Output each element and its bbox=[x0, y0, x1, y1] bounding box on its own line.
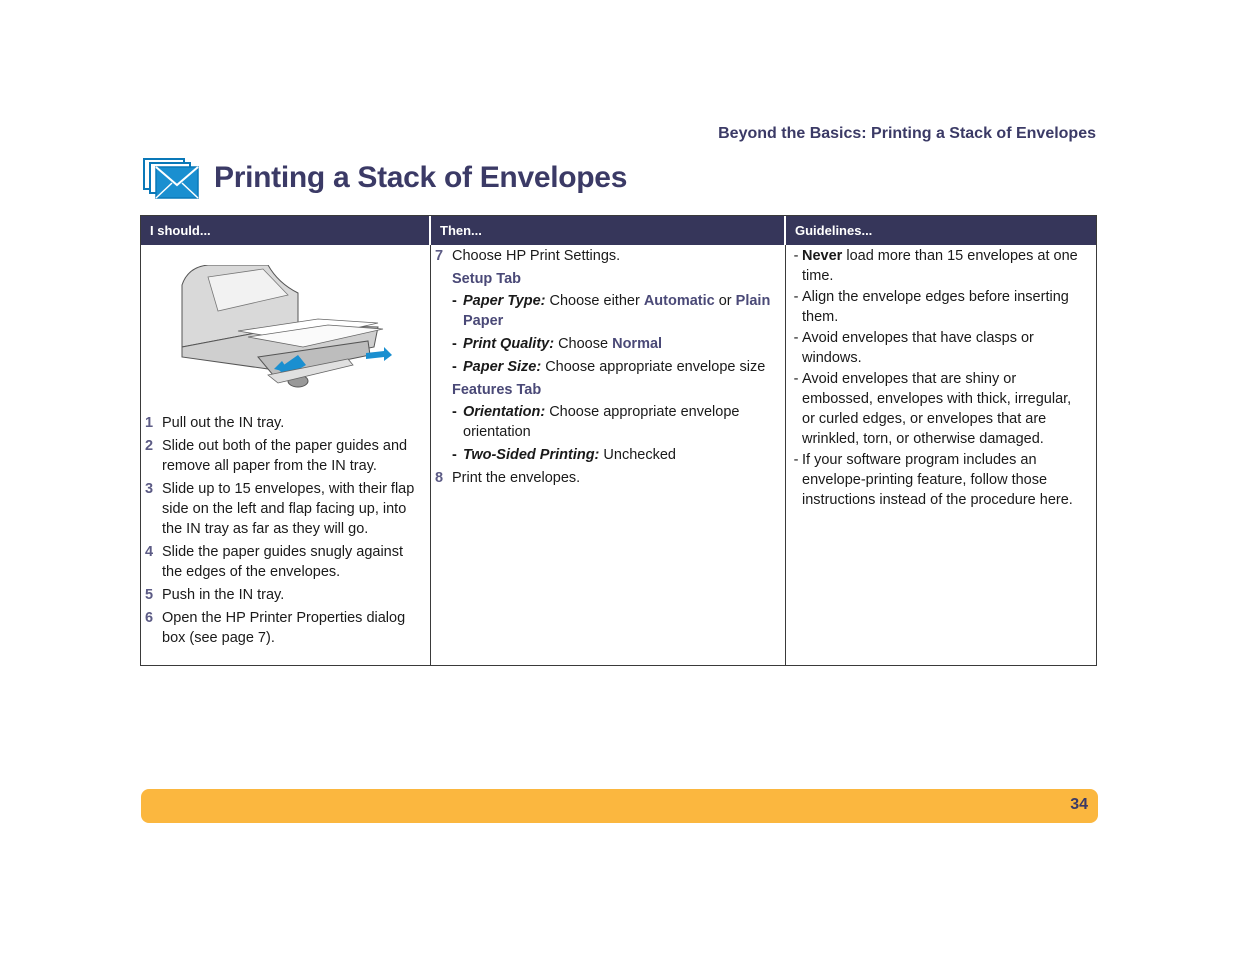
guideline-item: - Align the envelope edges before inserting them. bbox=[793, 289, 1069, 325]
title-row bbox=[142, 155, 627, 201]
step-7: 7 Choose HP Print Settings. bbox=[435, 248, 621, 264]
guideline-item: - Avoid envelopes that are shiny or embossed, envelopes with thick, irregular, or curled edges, or envelopes that are wrinkled, torn, or otherwise damaged. bbox=[793, 371, 1072, 447]
setup-tab-heading: Setup Tab bbox=[452, 271, 522, 287]
header-guidelines: Guidelines... bbox=[795, 223, 873, 238]
list-item: 5 Push in the IN tray. bbox=[145, 587, 285, 603]
running-head: Beyond the Basics: Printing a Stack of Envelopes bbox=[718, 125, 1096, 142]
orientation-item: - Orientation: Choose appropriate envelope orientation bbox=[452, 404, 740, 440]
footer-bar bbox=[141, 789, 1098, 823]
step-8: 8 Print the envelopes. bbox=[435, 470, 581, 486]
page-number: 34 bbox=[1070, 796, 1088, 813]
steps-list-1 bbox=[145, 413, 424, 648]
print-quality-item: - Print Quality: Choose Normal bbox=[452, 336, 663, 352]
column-guidelines bbox=[786, 245, 1096, 665]
table-body bbox=[141, 245, 1096, 665]
header-then: Then... bbox=[431, 216, 786, 245]
paper-size-item: - Paper Size: Choose appropriate envelope size bbox=[452, 359, 766, 375]
envelope-stack-icon bbox=[142, 155, 202, 201]
list-item: 2 Slide out both of the paper guides and remove all paper from the IN tray. bbox=[145, 438, 408, 474]
guideline-item: - Avoid envelopes that have clasps or windows. bbox=[793, 330, 1034, 366]
list-item: 6 Open the HP Printer Properties dialog box (see page 7). bbox=[145, 610, 406, 646]
paper-type-item: - Paper Type: Choose either Automatic or Plain Paper bbox=[452, 293, 771, 329]
column-then bbox=[431, 245, 786, 665]
printer-envelope-tray-illustration bbox=[178, 265, 408, 395]
instructions-table bbox=[140, 215, 1097, 666]
column-i-should bbox=[141, 245, 431, 665]
header-i-should: I should... bbox=[141, 216, 431, 245]
guideline-item: - Never load more than 15 envelopes at one time. bbox=[793, 248, 1078, 284]
table-header bbox=[141, 216, 1096, 245]
guideline-item: - If your software program includes an envelope-printing feature, follow those instructions instead of the procedure here. bbox=[793, 452, 1073, 508]
list-item: 4 Slide the paper guides snugly against the edges of the envelopes. bbox=[145, 544, 404, 580]
two-sided-item: - Two-Sided Printing: Unchecked bbox=[452, 447, 676, 463]
list-item: 1 Pull out the IN tray. bbox=[145, 415, 285, 431]
list-item: 3 Slide up to 15 envelopes, with their flap side on the left and flap facing up, into the IN tray as far as they will go. bbox=[145, 481, 415, 537]
features-tab-heading: Features Tab bbox=[452, 382, 542, 398]
page-title: Printing a Stack of Envelopes bbox=[214, 161, 628, 194]
